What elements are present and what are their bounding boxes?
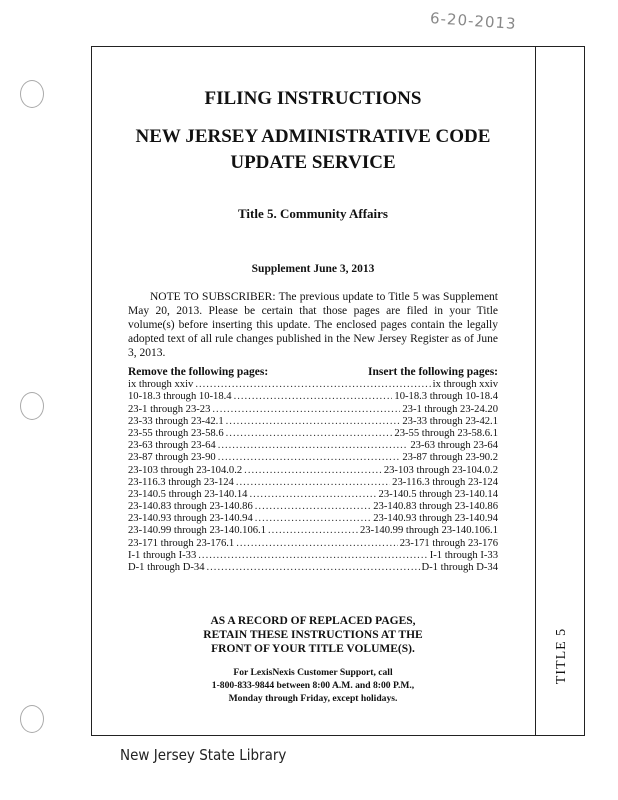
insert-pages: 23-63 through 23-64	[410, 440, 498, 452]
insert-pages: 23-140.93 through 23-140.94	[373, 513, 498, 525]
page-list-row	[128, 562, 498, 574]
dot-leader	[218, 452, 401, 464]
page-list-row	[128, 501, 498, 513]
punch-hole	[20, 80, 44, 108]
insert-pages: 23-140.5 through 23-140.14	[378, 488, 498, 500]
page-list-row	[128, 513, 498, 525]
support-line: For LexisNexis Customer Support, call	[233, 667, 393, 678]
page-list-row	[128, 477, 498, 489]
support-line: Monday through Friday, except holidays.	[228, 693, 398, 704]
remove-pages: I-1 through I-33	[128, 549, 197, 561]
dot-leader	[226, 428, 393, 440]
remove-pages: 23-140.83 through 23-140.86	[128, 501, 253, 513]
dot-leader	[234, 391, 393, 403]
page-list-row	[128, 489, 498, 501]
title-section: Title 5. Community Affairs	[238, 206, 388, 221]
remove-pages: 23-55 through 23-58.6	[128, 427, 224, 439]
handwritten-date-note: 6-20-2013	[429, 9, 518, 33]
dot-leader	[255, 501, 371, 513]
record-instruction	[91, 614, 535, 656]
insert-pages: 10-18.3 through 10-18.4	[394, 391, 498, 403]
remove-pages: 23-171 through 23-176.1	[128, 537, 235, 549]
dot-leader	[207, 562, 420, 574]
page-title: FILING INSTRUCTIONS	[204, 88, 422, 109]
remove-pages: 23-33 through 23-42.1	[128, 415, 224, 427]
page-list-row	[128, 428, 498, 440]
insert-pages: 23-33 through 23-42.1	[402, 415, 498, 427]
insert-pages: 23-171 through 23-176	[399, 537, 498, 549]
page-list-row	[128, 391, 498, 403]
page-list	[128, 379, 498, 574]
remove-pages: 23-140.5 through 23-140.14	[128, 488, 248, 500]
remove-pages: 23-103 through 23-104.0.2	[128, 464, 243, 476]
support-line: 1-800-833-9844 between 8:00 A.M. and 8:00 P.M.,	[211, 680, 415, 691]
library-stamp: New Jersey State Library	[120, 746, 287, 764]
dot-leader	[218, 440, 409, 452]
insert-pages: 23-1 through 23-24.20	[402, 403, 498, 415]
remove-pages: 23-140.93 through 23-140.94	[128, 513, 253, 525]
remove-pages: 23-1 through 23-23	[128, 403, 211, 415]
insert-header: Insert the following pages:	[368, 366, 499, 378]
page-list-row	[128, 440, 498, 452]
dot-leader	[244, 465, 382, 477]
remove-pages: ix through xxiv	[128, 379, 194, 391]
remove-pages: 23-140.99 through 23-140.106.1	[128, 525, 267, 537]
page-list-row	[128, 452, 498, 464]
title-tab-label: TITLE 5	[554, 627, 569, 685]
record-line: RETAIN THESE INSTRUCTIONS AT THE	[203, 629, 423, 641]
dot-leader	[198, 550, 427, 562]
insert-pages: 23-116.3 through 23-124	[392, 476, 498, 488]
dot-leader	[255, 513, 371, 525]
record-line: FRONT OF YOUR TITLE VOLUME(S).	[211, 643, 415, 655]
dot-leader	[236, 477, 390, 489]
insert-pages: 23-140.83 through 23-140.86	[373, 501, 498, 513]
customer-support	[91, 666, 535, 705]
remove-pages: 23-116.3 through 23-124	[128, 476, 234, 488]
page-list-row	[128, 464, 498, 476]
page-list-row	[128, 550, 498, 562]
subtitle-line: NEW JERSEY ADMINISTRATIVE CODE	[135, 126, 491, 147]
dot-leader	[195, 379, 430, 391]
dot-leader	[249, 489, 376, 501]
page-list-row	[128, 416, 498, 428]
punch-hole	[20, 705, 44, 733]
dot-leader	[268, 525, 358, 537]
dot-leader	[212, 404, 400, 416]
insert-pages: 23-103 through 23-104.0.2	[383, 464, 498, 476]
dot-leader	[236, 538, 397, 550]
subtitle-line: UPDATE SERVICE	[230, 152, 396, 173]
remove-pages: 23-87 through 23-90	[128, 452, 216, 464]
subscriber-note: NOTE TO SUBSCRIBER: The previous update to Title 5 was Supplement May 20, 2013. Please be certain that those pages are filed in your Title volume(s) before inserting this update. The enclosed pages contain the legally adopted text of all rule changes published in the New Jersey Register as of June 3, 2013.	[128, 291, 498, 359]
tab-divider	[535, 46, 536, 736]
page-list-row	[128, 379, 498, 391]
remove-pages: 23-63 through 23-64	[128, 440, 216, 452]
supplement-date: Supplement June 3, 2013	[251, 263, 375, 275]
page-list-row	[128, 537, 498, 549]
page-list-row	[128, 403, 498, 415]
insert-pages: I-1 through I-33	[429, 549, 498, 561]
punch-hole	[20, 392, 44, 420]
insert-pages: 23-140.99 through 23-140.106.1	[359, 525, 498, 537]
insert-pages: D-1 through D-34	[421, 562, 498, 573]
remove-header: Remove the following pages:	[128, 366, 269, 378]
page-list-row	[128, 525, 498, 537]
insert-pages: ix through xxiv	[432, 379, 498, 391]
remove-pages: 10-18.3 through 10-18.4	[128, 391, 232, 403]
dot-leader	[226, 416, 401, 428]
insert-pages: 23-87 through 23-90.2	[402, 452, 498, 464]
insert-pages: 23-55 through 23-58.6.1	[394, 427, 498, 439]
record-line: AS A RECORD OF REPLACED PAGES,	[210, 615, 416, 627]
remove-pages: D-1 through D-34	[128, 562, 205, 573]
page-subtitle	[91, 124, 535, 176]
